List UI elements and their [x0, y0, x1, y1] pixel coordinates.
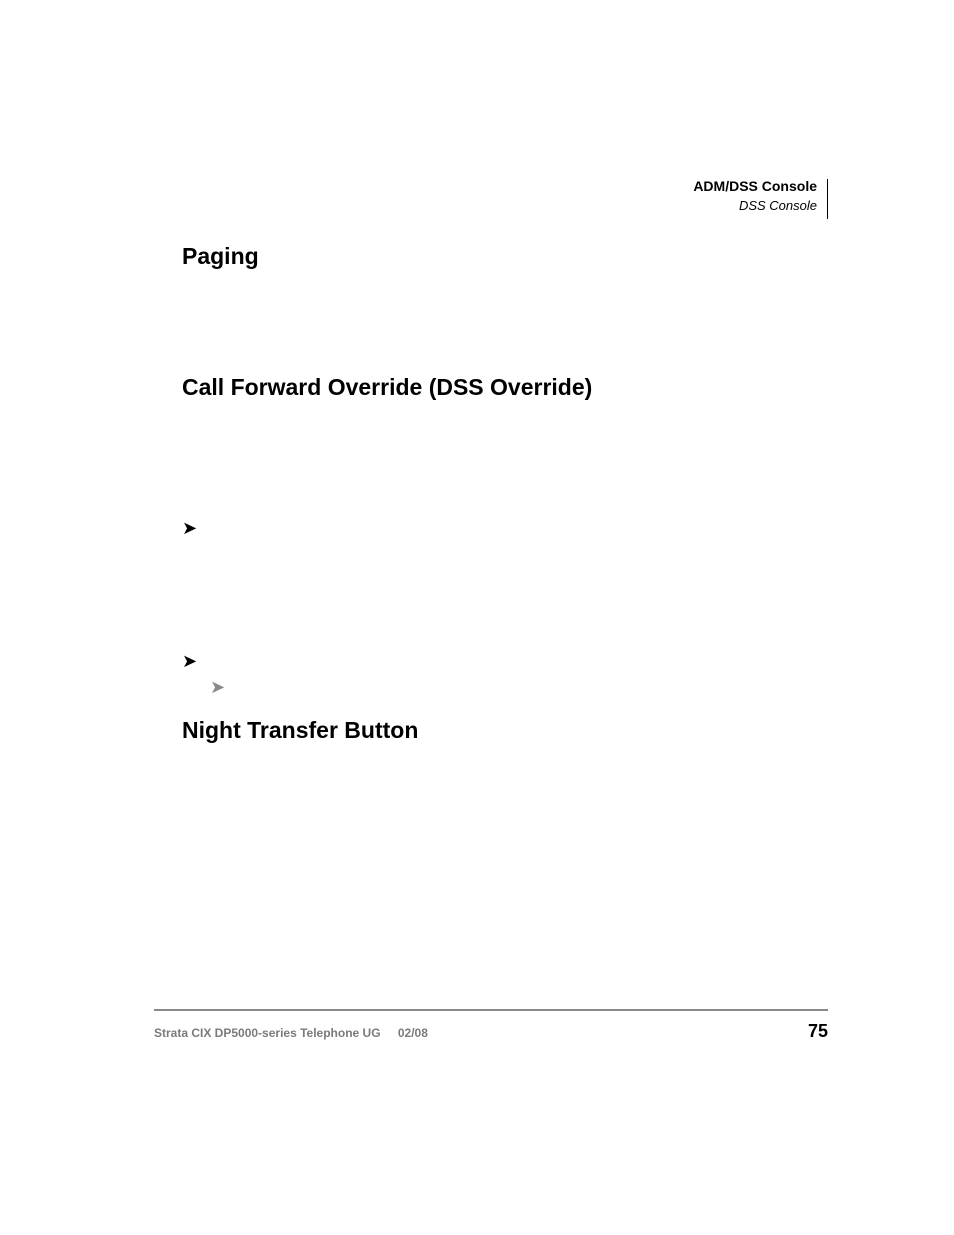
heading-call-forward-override: Call Forward Override (DSS Override)	[182, 374, 593, 400]
heading-paging: Paging	[182, 243, 259, 269]
step-arrow-icon: ➤	[182, 651, 198, 671]
header-divider	[827, 179, 828, 219]
heading-night-transfer-button: Night Transfer Button	[182, 717, 419, 743]
page-number: 75	[807, 1021, 828, 1041]
running-header	[693, 177, 817, 217]
footer-guide-title: Strata CIX DP5000-series Telephone UG	[154, 1026, 381, 1040]
sub-step-arrow-icon: ➤	[210, 677, 226, 697]
step-arrow-icon: ➤	[182, 518, 198, 538]
section-title: DSS Console	[738, 198, 817, 213]
footer-divider	[154, 1009, 828, 1011]
footer-date: 02/08	[397, 1026, 428, 1040]
chapter-title: ADM/DSS Console	[693, 178, 817, 194]
footer	[154, 1026, 428, 1040]
